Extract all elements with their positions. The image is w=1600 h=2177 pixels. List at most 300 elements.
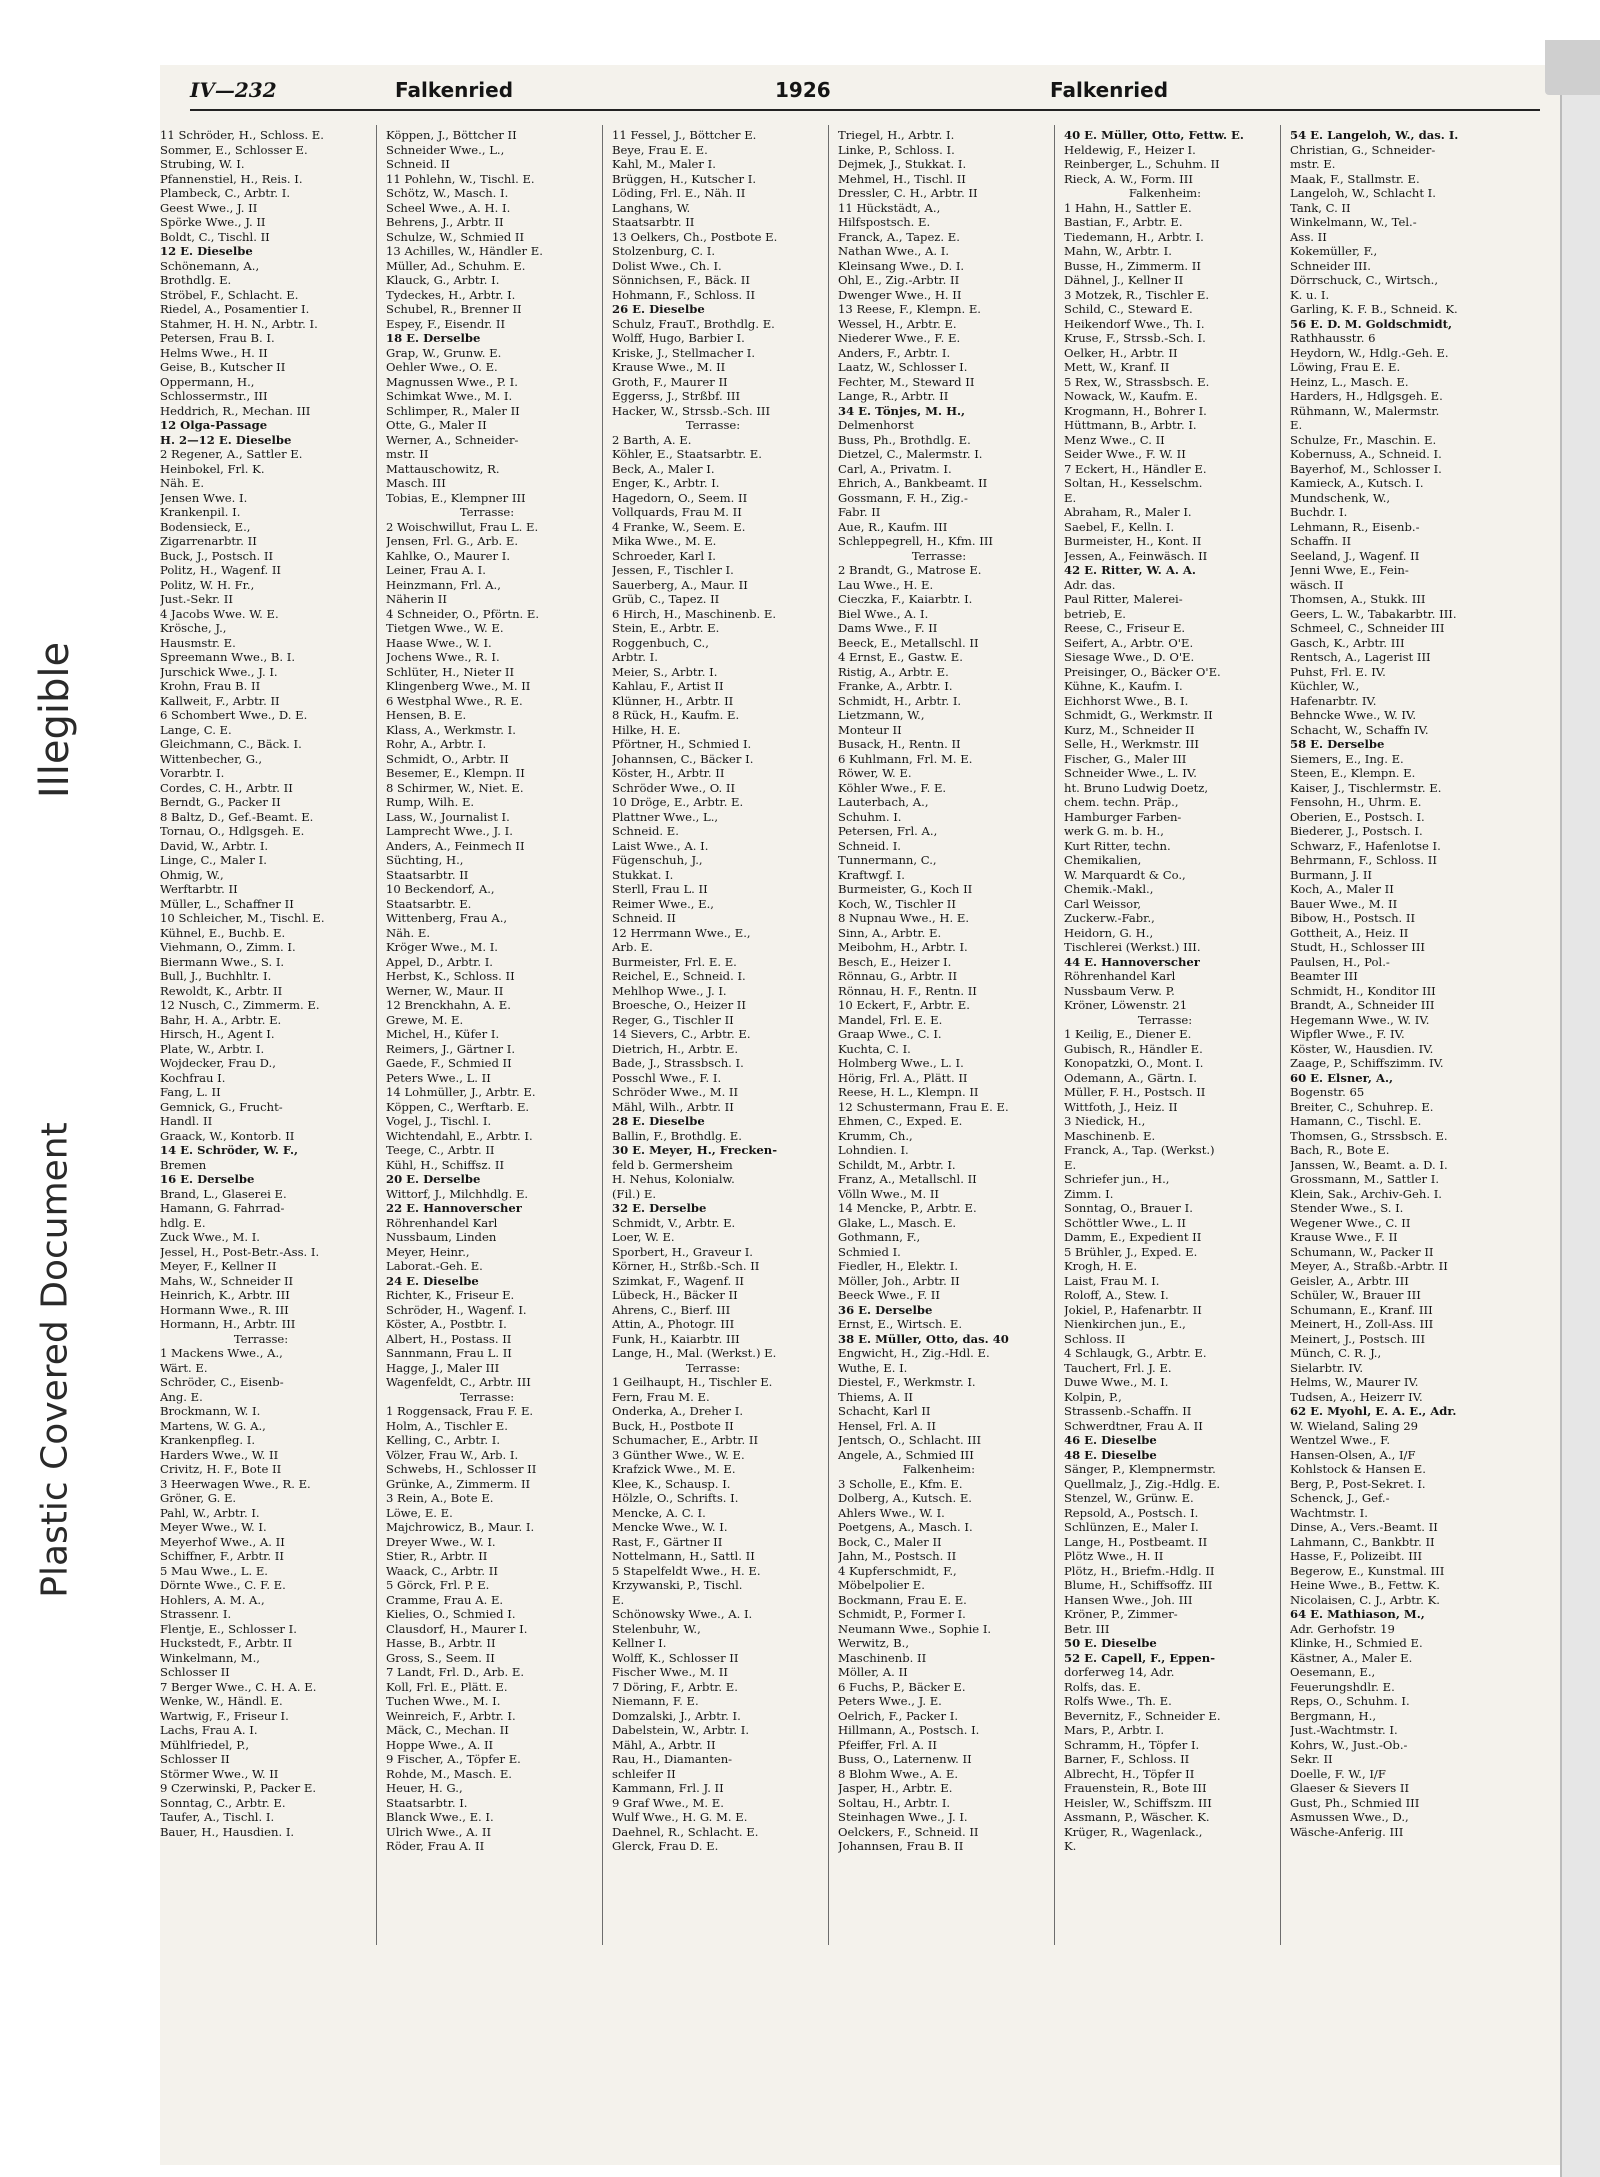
directory-entry: Breiter, C., Schuhrep. E. xyxy=(1290,1099,1434,1114)
directory-entry: Kästner, A., Maler E. xyxy=(1290,1650,1413,1665)
directory-entry: (Fil.) E. xyxy=(612,1186,657,1201)
directory-entry: 14 Lohmüller, J., Arbtr. E. xyxy=(386,1085,536,1099)
directory-entry: 22 E. Hannoverscher xyxy=(386,1201,522,1215)
directory-entry: Mähl, Wilh., Arbtr. II xyxy=(612,1099,734,1114)
directory-entry: Holm, A., Tischler E. xyxy=(386,1418,508,1433)
directory-entry: Schmidt, P., Former I. xyxy=(838,1607,966,1621)
directory-column-1 xyxy=(160,128,362,1928)
directory-entry: Schneid. E. xyxy=(612,824,679,838)
directory-entry: Quellmalz, J., Zig.-Hdlg. E. xyxy=(1064,1476,1221,1491)
directory-entry: Pfannenstiel, H., Reis. I. xyxy=(160,171,303,186)
directory-entry: Sekr. II xyxy=(1290,1752,1333,1766)
directory-entry: Jessen, A., Feinwäsch. II xyxy=(1064,548,1208,563)
directory-entry: Besch, E., Heizer I. xyxy=(838,954,952,969)
directory-entry: Burmann, J. II xyxy=(1290,867,1373,882)
directory-entry: Hamann, C., Tischl. E. xyxy=(1290,1114,1422,1128)
directory-entry: Plötz Wwe., H. II xyxy=(1064,1549,1164,1563)
directory-entry: Dörnte Wwe., C. F. E. xyxy=(160,1578,286,1592)
directory-entry: Gleichmann, C., Bäck. I. xyxy=(160,737,302,751)
column-divider xyxy=(602,125,603,1945)
directory-entry: Ahrens, C., Bierf. III xyxy=(612,1302,731,1317)
directory-entry: Teege, C., Arbtr. II xyxy=(386,1143,495,1157)
directory-entry: Johannsen, C., Bäcker I. xyxy=(612,751,754,766)
directory-entry: Winkelmann, W., Tel.- xyxy=(1290,215,1417,229)
directory-entry: Wegener Wwe., C. II xyxy=(1290,1215,1411,1230)
directory-entry: Köhler Wwe., F. E. xyxy=(838,780,947,795)
directory-entry: Johannsen, Frau B. II xyxy=(838,1839,964,1853)
directory-entry: 3 Rein, A., Bote E. xyxy=(386,1491,494,1505)
directory-entry: 12 Herrmann Wwe., E., xyxy=(612,925,751,940)
directory-entry: 16 E. Derselbe xyxy=(160,1172,255,1186)
directory-entry: Anders, A., Feinmech II xyxy=(386,838,525,853)
directory-entry: Heldewig, F., Heizer I. xyxy=(1064,142,1196,157)
directory-entry: Onderka, A., Dreher I. xyxy=(612,1404,744,1418)
directory-entry: 5 Rex, W., Strassbsch. E. xyxy=(1064,374,1210,389)
directory-entry: 1 Keilig, E., Diener E. xyxy=(1064,1027,1192,1041)
directory-entry: Scheel Wwe., A. H. I. xyxy=(386,200,511,215)
directory-entry: Ass. II xyxy=(1290,229,1327,244)
directory-entry: Zigarrenarbtr. II xyxy=(160,534,257,548)
directory-entry: Behncke Wwe., W. IV. xyxy=(1290,708,1417,722)
binding-edge xyxy=(1560,60,1600,2177)
directory-entry: Ohmig, W., xyxy=(160,867,224,882)
directory-entry: Bevernitz, F., Schneider E. xyxy=(1064,1708,1221,1723)
directory-entry: 8 Nupnau Wwe., H. E. xyxy=(838,911,970,925)
directory-entry: 6 Westphal Wwe., R. E. xyxy=(386,693,523,708)
directory-entry: Beeck, E., Metallschl. II xyxy=(838,635,979,650)
directory-entry: Grap, W., Grunw. E. xyxy=(386,345,502,360)
directory-entry: Meyerhof Wwe., A. II xyxy=(160,1534,285,1549)
directory-entry: Schröder, C., Eisenb- xyxy=(160,1375,284,1389)
directory-entry: Hilke, H. E. xyxy=(612,722,681,737)
directory-entry: Stukkat. I. xyxy=(612,867,674,882)
directory-entry: Haase Wwe., W. I. xyxy=(386,635,492,650)
directory-entry: Nowack, W., Kaufm. E. xyxy=(1064,389,1198,403)
directory-entry: Hillmann, A., Postsch. I. xyxy=(838,1723,980,1737)
directory-entry: Wulf Wwe., H. G. M. E. xyxy=(612,1810,748,1824)
directory-entry: Barner, F., Schloss. II xyxy=(1064,1752,1190,1766)
directory-entry: Angele, A., Schmied III xyxy=(838,1447,974,1462)
directory-entry: Geisler, A., Arbtr. III xyxy=(1290,1273,1409,1288)
directory-entry: Groth, F., Maurer II xyxy=(612,374,728,389)
directory-entry: Behrmann, F., Schloss. II xyxy=(1290,853,1437,867)
page-number: IV—232 xyxy=(190,78,277,102)
directory-entry: Grewe, M. E. xyxy=(386,1012,464,1027)
directory-entry: Gubisch, R., Händler E. xyxy=(1064,1041,1203,1056)
directory-entry: Bauer, H., Hausdien. I. xyxy=(160,1824,295,1839)
directory-entry: Schüler, W., Brauer III xyxy=(1290,1288,1421,1302)
directory-entry: Völzer, Frau W., Arb. I. xyxy=(386,1447,519,1462)
directory-entry: Sänger, P., Klempnermstr. xyxy=(1064,1462,1216,1476)
directory-entry: Biederer, J., Postsch. I. xyxy=(1290,824,1423,838)
directory-entry: 3 Niedick, H., xyxy=(1064,1114,1146,1128)
directory-entry: Reger, G., Tischler II xyxy=(612,1012,734,1027)
directory-entry: Hamann, G. Fahrrad- xyxy=(160,1201,285,1215)
directory-entry: Mehmel, H., Tischl. II xyxy=(838,171,966,186)
directory-entry: Lietzmann, W., xyxy=(838,708,925,722)
directory-entry: Posschl Wwe., F. I. xyxy=(612,1070,722,1085)
directory-entry: Stender Wwe., S. I. xyxy=(1290,1201,1404,1215)
directory-entry: Plötz, H., Briefm.-Hdlg. II xyxy=(1064,1563,1215,1578)
directory-entry: Schild, C., Steward E. xyxy=(1064,302,1193,316)
directory-entry: Schlosser II xyxy=(160,1665,230,1679)
directory-entry: Neumann Wwe., Sophie I. xyxy=(838,1621,992,1636)
directory-entry: Lange, R., Arbtr. II xyxy=(838,389,949,403)
directory-entry: Hormann Wwe., R. III xyxy=(160,1302,289,1317)
directory-entry: Clausdorf, H., Maurer I. xyxy=(386,1621,528,1636)
directory-entry: Lass, W., Journalist I. xyxy=(386,809,510,824)
directory-entry: 54 E. Langeloh, W., das. I. xyxy=(1290,128,1459,142)
directory-entry: 8 Baltz, D., Gef.-Beamt. E. xyxy=(160,809,314,824)
directory-entry: Behrens, J., Arbtr. II xyxy=(386,215,504,229)
directory-entry: Holmberg Wwe., L. I. xyxy=(838,1056,964,1070)
directory-entry: Reichel, E., Schneid. I. xyxy=(612,969,746,983)
directory-entry: 6 Schombert Wwe., D. E. xyxy=(160,708,308,722)
directory-entry: Kolpin, P., xyxy=(1064,1389,1122,1404)
directory-entry: Buck, J., Postsch. II xyxy=(160,548,274,563)
directory-entry: Hegemann Wwe., W. IV. xyxy=(1290,1012,1430,1027)
directory-entry: Kraftwgf. I. xyxy=(838,867,905,882)
directory-entry: Studt, H., Schlosser III xyxy=(1290,940,1426,954)
directory-entry: Jenni Wwe, E., Fein- xyxy=(1290,563,1409,577)
directory-entry: 12 Nusch, C., Zimmerm. E. xyxy=(160,998,320,1012)
directory-entry: Anders, F., Arbtr. I. xyxy=(838,345,951,360)
directory-entry: Laatz, W., Schlosser I. xyxy=(838,360,968,374)
directory-entry: Tuchen Wwe., M. I. xyxy=(386,1694,501,1708)
directory-entry: Kochfrau I. xyxy=(160,1070,226,1085)
directory-entry: Helms Wwe., H. II xyxy=(160,345,268,360)
directory-entry: Steen, E., Klempn. E. xyxy=(1290,766,1416,780)
directory-entry: Zimm. I. xyxy=(1064,1186,1114,1201)
directory-entry: Koch, W., Tischler II xyxy=(838,896,956,911)
directory-entry: Diestel, F., Werkmstr. I. xyxy=(838,1375,976,1389)
directory-entry: Peters Wwe., L. II xyxy=(386,1070,491,1085)
directory-entry: Gröner, G. E. xyxy=(160,1491,237,1505)
directory-entry: Viehmann, O., Zimm. I. xyxy=(160,940,296,954)
directory-entry: Appel, D., Arbtr. I. xyxy=(386,954,493,969)
directory-entry: Saebel, F., Kelln. I. xyxy=(1064,519,1175,534)
directory-entry: Schneider Wwe., L. IV. xyxy=(1064,766,1197,780)
directory-entry: Seider Wwe., F. W. II xyxy=(1064,447,1186,461)
directory-entry: 4 Kupferschmidt, F., xyxy=(838,1563,957,1578)
directory-entry: Köster, H., Arbtr. II xyxy=(612,766,725,780)
directory-entry: Staatsarbtr. I. xyxy=(386,1795,468,1810)
directory-entry: schleifer II xyxy=(612,1766,676,1781)
directory-entry: Vollquards, Frau M. II xyxy=(612,505,742,519)
header-city-right: Falkenried xyxy=(1050,78,1169,102)
directory-entry: Heidorn, G. H., xyxy=(1064,925,1154,940)
directory-entry: hdlg. E. xyxy=(160,1215,206,1230)
directory-entry: Fischer, G., Maler III xyxy=(1064,751,1187,766)
directory-entry: Odemann, A., Gärtn. I. xyxy=(1064,1070,1197,1085)
directory-entry: 24 E. Dieselbe xyxy=(386,1273,479,1288)
directory-entry: 42 E. Ritter, W. A. A. xyxy=(1064,563,1196,577)
directory-entry: Sonntag, O., Brauer I. xyxy=(1064,1201,1193,1215)
directory-entry: Falkenheim: xyxy=(902,1462,976,1476)
directory-entry: Ströbel, F., Schlacht. E. xyxy=(160,287,299,302)
directory-entry: Schwarz, F., Hafenlotse I. xyxy=(1290,838,1441,853)
directory-entry: Zaage, P., Schiffszimm. IV. xyxy=(1290,1056,1444,1070)
directory-entry: Terrasse: xyxy=(233,1331,289,1346)
directory-entry: Lamprecht Wwe., J. I. xyxy=(386,824,513,838)
directory-entry: Chemikalien, xyxy=(1064,853,1142,867)
directory-entry: Sterll, Frau L. II xyxy=(612,882,708,896)
directory-entry: Schumann, E., Kranf. III xyxy=(1290,1302,1433,1317)
directory-entry: Arbtr. I. xyxy=(612,650,658,664)
directory-entry: Kahlke, O., Maurer I. xyxy=(386,548,511,563)
directory-entry: 12 Brenckhahn, A. E. xyxy=(386,998,511,1012)
directory-entry: Schönemann, A., xyxy=(160,258,260,273)
directory-entry: Grünke, A., Zimmerm. II xyxy=(386,1476,531,1491)
directory-entry: 9 Graf Wwe., M. E. xyxy=(612,1795,724,1810)
directory-entry: Burmeister, H., Kont. II xyxy=(1064,534,1202,548)
directory-entry: 5 Stapelfeldt Wwe., H. E. xyxy=(612,1563,761,1578)
directory-entry: Pfeiffer, Frl. A. II xyxy=(838,1737,937,1752)
directory-entry: Franke, A., Arbtr. I. xyxy=(838,679,953,693)
directory-entry: Ristig, A., Arbtr. E. xyxy=(838,664,949,679)
directory-entry: Tiedemann, H., Arbtr. I. xyxy=(1064,229,1204,244)
directory-entry: Kröner, Löwenstr. 21 xyxy=(1064,998,1188,1012)
directory-entry: 6 Fuchs, P., Bäcker E. xyxy=(838,1679,966,1694)
directory-entry: Werner, A., Schneider- xyxy=(386,432,519,447)
directory-entry: 3 Motzek, R., Tischler E. xyxy=(1064,287,1210,302)
directory-entry: Röhrenhandel Karl xyxy=(1064,969,1176,983)
directory-entry: Schmidt, H., Konditor III xyxy=(1290,983,1436,998)
directory-entry: Huckstedt, F., Arbtr. II xyxy=(160,1636,293,1650)
directory-entry: Flentje, E., Schlosser I. xyxy=(160,1621,297,1636)
directory-entry: Rohde, M., Masch. E. xyxy=(386,1766,512,1781)
directory-entry: 2 Woischwillut, Frau L. E. xyxy=(386,519,539,534)
directory-entry: 12 E. Dieselbe xyxy=(160,244,253,258)
directory-entry: Paulsen, H., Pol.- xyxy=(1290,954,1390,969)
directory-entry: E. xyxy=(1290,418,1303,432)
directory-entry: Köster, A., Postbtr. I. xyxy=(386,1317,507,1331)
directory-entry: 56 E. D. M. Goldschmidt, xyxy=(1290,316,1453,331)
directory-entry: David, W., Arbtr. I. xyxy=(160,838,269,853)
directory-entry: Terrasse: xyxy=(911,548,967,563)
directory-entry: Zuckerw.-Fabr., xyxy=(1064,911,1155,925)
directory-entry: Reese, H. L., Klempn. II xyxy=(838,1085,979,1099)
directory-entry: Politz, W. H. Fr., xyxy=(160,577,255,592)
directory-entry: Assmann, P., Wäscher. K. xyxy=(1064,1810,1210,1824)
directory-entry: Gemnick, G., Frucht- xyxy=(160,1099,283,1114)
directory-entry: 38 E. Müller, Otto, das. 40 xyxy=(838,1331,1009,1346)
directory-entry: Schlüter, H., Nieter II xyxy=(386,664,515,679)
directory-entry: wäsch. II xyxy=(1290,577,1344,592)
directory-entry: Rentsch, A., Lagerist III xyxy=(1290,650,1431,664)
directory-entry: Möller, Joh., Arbtr. II xyxy=(838,1273,960,1288)
directory-entry: Sonntag, C., Arbtr. E. xyxy=(160,1795,286,1810)
directory-entry: Dähnel, J., Kellner II xyxy=(1064,273,1184,287)
directory-entry: 20 E. Derselbe xyxy=(386,1172,481,1186)
directory-entry: 2 Regener, A., Sattler E. xyxy=(160,447,303,461)
directory-entry: Mencke Wwe., W. I. xyxy=(612,1520,728,1534)
directory-entry: Reese, C., Friseur E. xyxy=(1064,621,1186,635)
directory-entry: 7 Landt, Frl. D., Arb. E. xyxy=(386,1665,525,1679)
directory-entry: 3 Scholle, E., Kfm. E. xyxy=(838,1476,963,1491)
directory-entry: Hohmann, F., Schloss. II xyxy=(612,287,756,302)
directory-entry: Reps, O., Schuhm. I. xyxy=(1290,1694,1410,1708)
directory-entry: Helms, W., Maurer IV. xyxy=(1290,1375,1419,1389)
directory-entry: Domzalski, J., Arbtr. I. xyxy=(612,1708,741,1723)
directory-entry: Strassenb.-Schaffn. II xyxy=(1064,1404,1192,1418)
directory-entry: Schmeel, C., Schneider III xyxy=(1290,621,1445,635)
directory-entry: 11 Hückstädt, A., xyxy=(838,200,941,215)
directory-entry: Cordes, C. H., Arbtr. II xyxy=(160,780,293,795)
directory-entry: Schneid. II xyxy=(386,157,450,171)
directory-entry: Roggenbuch, C., xyxy=(612,635,709,650)
directory-entry: Wagenfeldt, C., Arbtr. III xyxy=(386,1375,531,1389)
directory-entry: Müller, L., Schaffner II xyxy=(160,896,294,911)
directory-entry: Sommer, E., Schlosser E. xyxy=(160,142,308,157)
directory-entry: Wittorf, J., Milchhdlg. E. xyxy=(386,1186,529,1201)
directory-entry: Carl, A., Privatm. I. xyxy=(838,461,952,476)
directory-entry: 10 Beckendorf, A., xyxy=(386,882,495,896)
directory-entry: Rolfs Wwe., Th. E. xyxy=(1064,1694,1172,1708)
directory-entry: Ang. E. xyxy=(160,1389,203,1404)
directory-entry: 5 Mau Wwe., L. E. xyxy=(160,1563,268,1578)
directory-entry: Schumacher, E., Arbtr. II xyxy=(612,1433,759,1447)
directory-entry: Jahn, M., Postsch. II xyxy=(838,1549,957,1563)
directory-entry: Schmied I. xyxy=(838,1244,901,1259)
directory-entry: Rump, Wilh. E. xyxy=(386,795,475,809)
directory-entry: E. xyxy=(612,1592,625,1607)
directory-entry: Begerow, E., Kunstmal. III xyxy=(1290,1563,1445,1578)
directory-entry: Schlosser II xyxy=(160,1752,230,1766)
directory-entry: Waack, C., Arbtr. II xyxy=(386,1563,498,1578)
directory-entry: Schötz, W., Masch. I. xyxy=(386,186,509,200)
directory-entry: Strubing, W. I. xyxy=(160,157,245,171)
directory-entry: 46 E. Dieselbe xyxy=(1064,1433,1157,1447)
directory-entry: 11 Fessel, J., Böttcher E. xyxy=(612,128,757,142)
directory-entry: Schönowsky Wwe., A. I. xyxy=(612,1607,753,1621)
directory-entry: Lohndien. I. xyxy=(838,1143,909,1157)
directory-entry: Franz, A., Metallschl. II xyxy=(838,1172,977,1186)
directory-entry: Dörrschuck, C., Wirtsch., xyxy=(1290,273,1439,287)
directory-entry: Lau Wwe., H. E. xyxy=(838,577,934,592)
directory-entry: Carl Weissor, xyxy=(1064,896,1142,911)
directory-entry: Hilfspostsch. E. xyxy=(838,215,931,229)
directory-entry: 1 Mackens Wwe., A., xyxy=(160,1346,283,1360)
directory-entry: Kühne, K., Kaufm. I. xyxy=(1064,679,1183,693)
directory-entry: Hansen Wwe., Joh. III xyxy=(1064,1592,1193,1607)
directory-entry: Damm, E., Expedient II xyxy=(1064,1230,1202,1244)
directory-entry: Sönnichsen, F., Bäck. II xyxy=(612,273,750,287)
directory-entry: Michel, H., Küfer I. xyxy=(386,1027,500,1041)
column-divider xyxy=(1054,125,1055,1945)
directory-entry: Schröder Wwe., O. II xyxy=(612,780,736,795)
directory-entry: Fiedler, H., Elektr. I. xyxy=(838,1259,959,1273)
directory-entry: mstr. E. xyxy=(1290,157,1336,171)
directory-entry: Jentsch, O., Schlacht. III xyxy=(838,1433,982,1447)
directory-entry: Kammann, Frl. J. II xyxy=(612,1781,724,1795)
directory-entry: Blume, H., Schiffsoffz. III xyxy=(1064,1578,1213,1592)
directory-entry: Kahlau, F., Artist II xyxy=(612,679,724,693)
directory-entry: Krause Wwe., M. II xyxy=(612,360,726,374)
directory-entry: Heydorn, W., Hdlg.-Geh. E. xyxy=(1290,345,1449,360)
directory-entry: Heinz, L., Masch. E. xyxy=(1290,374,1409,389)
directory-entry: Duwe Wwe., M. I. xyxy=(1064,1375,1169,1389)
directory-entry: Münch, C. R. J., xyxy=(1290,1346,1382,1360)
directory-entry: Hoppe Wwe., A. II xyxy=(386,1737,494,1752)
directory-entry: Rathhausstr. 6 xyxy=(1290,331,1376,345)
directory-entry: Eggerss, J., Strßbf. III xyxy=(612,389,741,403)
directory-entry: Crivitz, H. F., Bote II xyxy=(160,1462,282,1476)
directory-entry: Handl. II xyxy=(160,1114,213,1128)
directory-entry: Fügenschuh, J., xyxy=(612,853,703,867)
header-city-left: Falkenried xyxy=(395,78,514,102)
directory-entry: ht. Bruno Ludwig Doetz, xyxy=(1064,780,1209,795)
directory-entry: 5 Görck, Frl. P. E. xyxy=(386,1578,490,1592)
directory-entry: Maak, F., Stallmstr. E. xyxy=(1290,171,1420,186)
directory-entry: Jensen Wwe. I. xyxy=(160,490,248,505)
directory-entry: 14 E. Schröder, W. F., xyxy=(160,1143,299,1157)
directory-entry: Loer, W. E. xyxy=(612,1230,675,1244)
directory-entry: Tornau, O., Hdlgsgeh. E. xyxy=(160,824,305,838)
directory-entry: Thomsen, A., Stukk. III xyxy=(1290,592,1426,606)
directory-entry: Franck, A., Tapez. E. xyxy=(838,229,960,244)
directory-entry: Christian, G., Schneider- xyxy=(1290,142,1436,157)
directory-entry: Graack, W., Kontorb. II xyxy=(160,1128,295,1143)
directory-entry: Schleppegrell, H., Kfm. III xyxy=(838,534,994,548)
directory-entry: 4 Franke, W., Seem. E. xyxy=(612,519,746,534)
directory-entry: Mett, W., Kranf. II xyxy=(1064,360,1170,374)
directory-entry: Köster, W., Hausdien. IV. xyxy=(1290,1041,1434,1056)
directory-entry: Thomsen, G., Strssbsch. E. xyxy=(1290,1128,1448,1143)
directory-entry: 34 E. Tönjes, M. H., xyxy=(838,403,966,418)
directory-entry: Spörke Wwe., J. II xyxy=(160,215,266,229)
directory-entry: Attin, A., Photogr. III xyxy=(612,1317,735,1331)
directory-entry: Dolist Wwe., Ch. I. xyxy=(612,258,722,273)
directory-entry: Linke, P., Schloss. I. xyxy=(838,142,955,157)
directory-entry: 8 Schirmer, W., Niet. E. xyxy=(386,780,524,795)
directory-entry: Gothmann, F., xyxy=(838,1230,921,1244)
directory-entry: 58 E. Derselbe xyxy=(1290,737,1385,751)
directory-entry: Geest Wwe., J. II xyxy=(160,200,258,215)
directory-entry: K. u. I. xyxy=(1290,287,1330,302)
directory-entry: Meyer, F., Kellner II xyxy=(160,1259,277,1273)
directory-entry: Bremen xyxy=(160,1157,207,1172)
directory-entry: Schlossermstr., III xyxy=(160,389,268,403)
directory-entry: Betr. III xyxy=(1064,1621,1110,1636)
directory-entry: Schmidt, V., Arbtr. E. xyxy=(612,1215,736,1230)
directory-entry: Schulze, W., Schmied II xyxy=(386,229,525,244)
header-rule xyxy=(190,109,1540,111)
directory-entry: Winkelmann, M., xyxy=(160,1650,260,1665)
directory-entry: Bach, R., Bote E. xyxy=(1290,1143,1390,1157)
directory-entry: Tietgen Wwe., W. E. xyxy=(386,621,504,635)
directory-entry: 9 Czerwinski, P., Packer E. xyxy=(160,1781,317,1795)
directory-entry: Terrasse: xyxy=(459,505,515,519)
directory-entry: Laborat.-Geh. E. xyxy=(386,1259,483,1273)
directory-entry: Wittenberg, Frau A., xyxy=(386,911,508,925)
directory-entry: Krohn, Frau B. II xyxy=(160,679,261,693)
directory-entry: Rühmann, W., Malermstr. xyxy=(1290,403,1440,418)
directory-entry: Tydeckes, H., Arbtr. I. xyxy=(386,287,516,302)
directory-entry: Pförtner, H., Schmied I. xyxy=(612,737,752,751)
directory-entry: Mencke, A. C. I. xyxy=(612,1505,706,1520)
directory-entry: Brand, L., Glaserei E. xyxy=(160,1186,287,1201)
header-year: 1926 xyxy=(775,78,831,102)
directory-entry: Reinberger, L., Schuhm. II xyxy=(1064,157,1220,171)
directory-entry: Maschinenb. E. xyxy=(1064,1128,1156,1143)
directory-entry: Kellner I. xyxy=(612,1636,667,1650)
directory-entry: Schneider Wwe., L., xyxy=(386,142,505,157)
directory-entry: Frauenstein, R., Bote III xyxy=(1064,1781,1207,1795)
directory-entry: Beeck Wwe., F. II xyxy=(838,1288,940,1302)
directory-entry: W. Wieland, Saling 29 xyxy=(1290,1418,1419,1433)
directory-entry: Bergmann, H., xyxy=(1290,1708,1377,1723)
